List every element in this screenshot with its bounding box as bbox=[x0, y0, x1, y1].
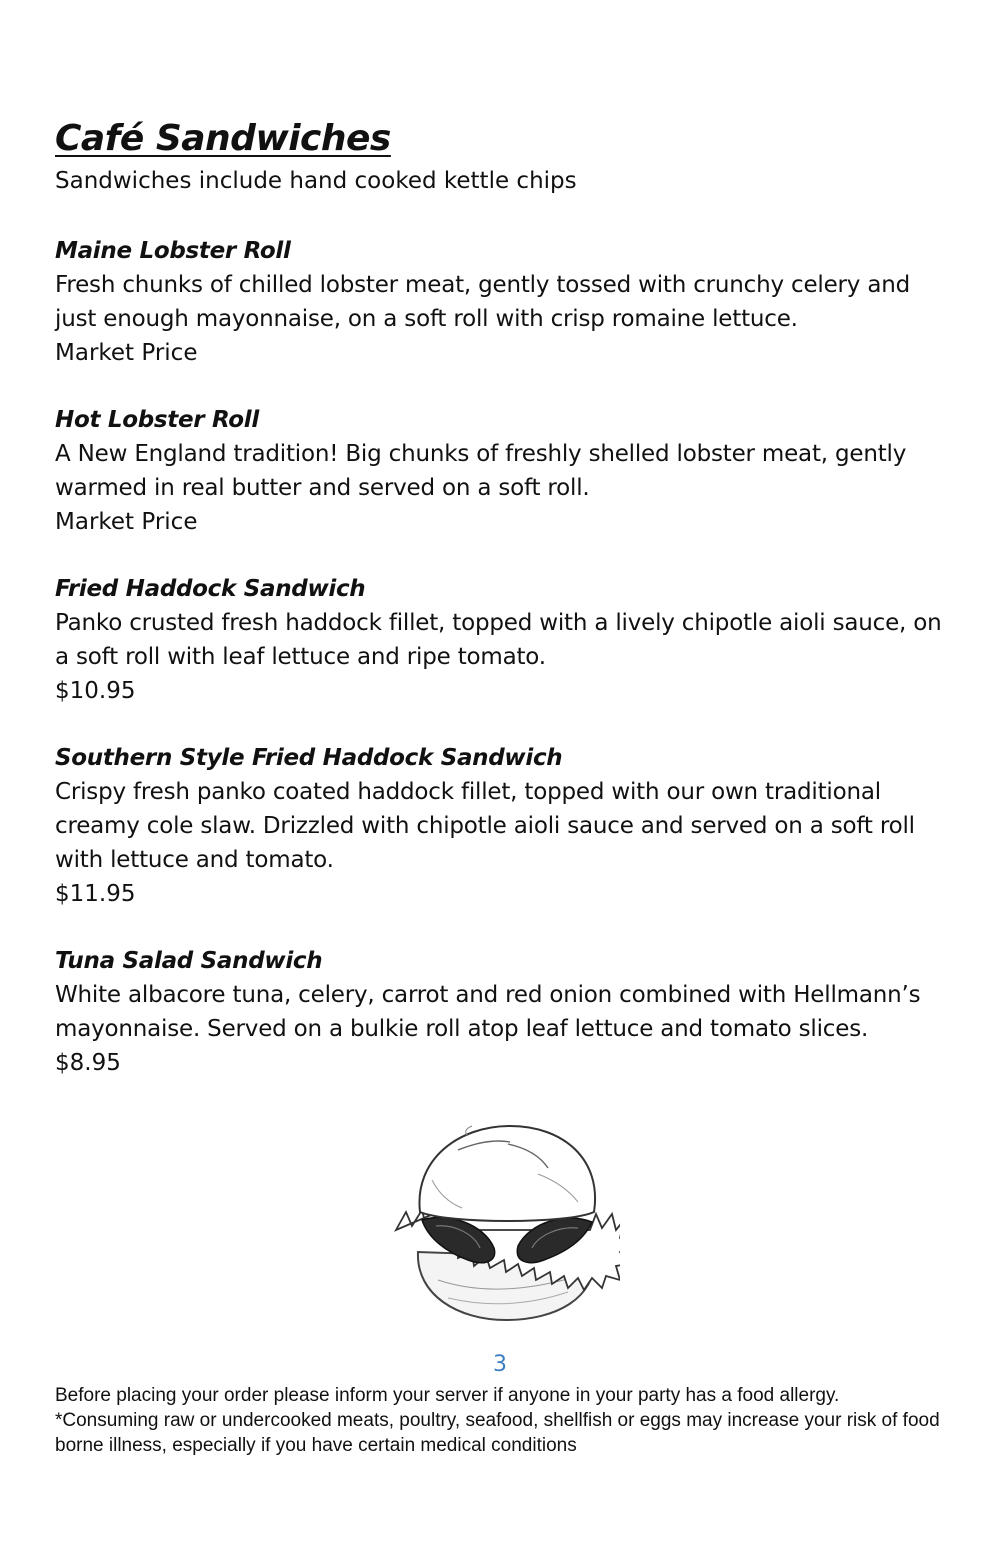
menu-item bbox=[55, 572, 955, 708]
consumption-warning: *Consuming raw or undercooked meats, poultry, seafood, shellfish or eggs may increase your risk of food borne illness, especially if you have certain medical conditions bbox=[55, 1410, 940, 1456]
footer-notice bbox=[55, 1383, 975, 1458]
menu-item-description: Panko crusted fresh haddock fillet, topped with a lively chipotle aioli sauce, on a soft roll with leaf lettuce and ripe tomato. bbox=[55, 610, 942, 670]
menu-item bbox=[55, 403, 955, 539]
menu-item bbox=[55, 741, 955, 911]
allergy-notice: Before placing your order please inform your server if anyone in your party has a food allergy. bbox=[55, 1385, 840, 1406]
menu-item-name: Maine Lobster Roll bbox=[55, 238, 291, 264]
menu-item bbox=[55, 234, 955, 370]
menu-item-description: White albacore tuna, celery, carrot and red onion combined with Hellmann’s mayonnaise. Served on a bulkie roll atop leaf lettuce and tomato slices. bbox=[55, 982, 921, 1042]
menu-item-name: Hot Lobster Roll bbox=[55, 407, 259, 433]
menu-item-description: Fresh chunks of chilled lobster meat, gently tossed with crunchy celery and just enough mayonnaise, on a soft roll with crisp romaine lettuce. bbox=[55, 272, 910, 332]
menu-item-price: Market Price bbox=[55, 340, 198, 366]
menu-item-name: Tuna Salad Sandwich bbox=[55, 948, 323, 974]
sandwich-sketch-icon bbox=[388, 1120, 620, 1326]
menu-list bbox=[55, 234, 955, 1113]
menu-item-description: Crispy fresh panko coated haddock fillet, topped with our own traditional creamy cole slaw. Drizzled with chipotle aioli sauce and served on a soft roll with lettuce and tomato. bbox=[55, 779, 915, 873]
page-title: Café Sandwiches bbox=[55, 118, 391, 159]
menu-item bbox=[55, 944, 955, 1080]
menu-item-price: $11.95 bbox=[55, 881, 136, 907]
menu-item-description: A New England tradition! Big chunks of freshly shelled lobster meat, gently warmed in real butter and served on a soft roll. bbox=[55, 441, 907, 501]
page-subtitle: Sandwiches include hand cooked kettle chips bbox=[55, 168, 577, 194]
menu-item-price: Market Price bbox=[55, 509, 198, 535]
menu-item-name: Fried Haddock Sandwich bbox=[55, 576, 366, 602]
page-number: 3 bbox=[493, 1352, 507, 1377]
menu-item-price: $8.95 bbox=[55, 1050, 121, 1076]
menu-item-price: $10.95 bbox=[55, 678, 136, 704]
menu-item-name: Southern Style Fried Haddock Sandwich bbox=[55, 745, 563, 771]
